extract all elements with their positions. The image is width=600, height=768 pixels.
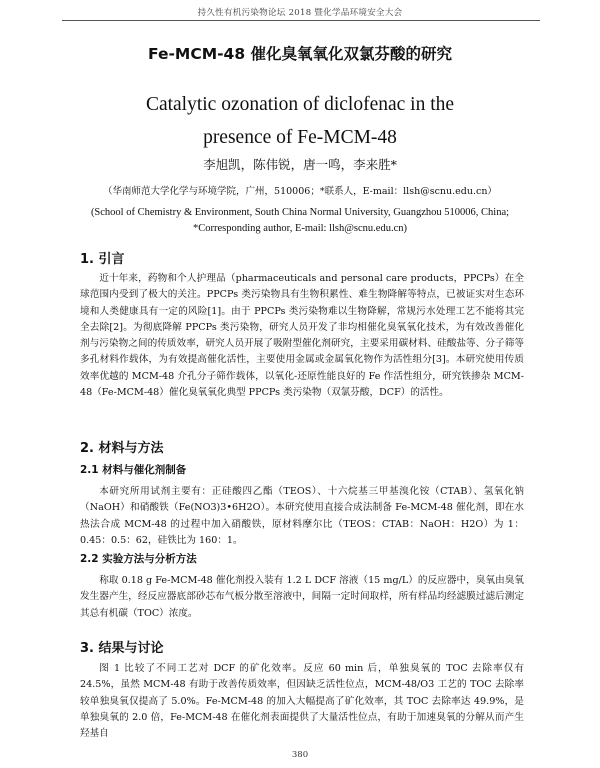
title-english: Catalytic ozonation of diclofenac in the presence of Fe-MCM-48 (145, 94, 455, 148)
subsection-heading-2-1: 2.1 材料与催化剂制备 (80, 464, 187, 476)
affiliation-english (50, 205, 550, 237)
title-chinese: Fe-MCM-48 催化臭氧氧化双氯芬酸的研究 (147, 45, 453, 63)
paragraph-methods: 称取 0.18 g Fe-MCM-48 催化剂投入装有 1.2 L DCF 溶液（15 mg/L）的反应器中，臭氧由臭氧发生器产生，经反应器底部砂芯布气板分散至溶液中，间隔一定时间取样，所有样品均经滤膜过滤后测定其总有机碳（TOC）浓度。 (80, 575, 524, 619)
section-heading-introduction: 1. 引言 (80, 252, 125, 267)
running-head: 持久性有机污染物论坛 2018 暨化学品环境安全大会 (197, 8, 403, 18)
affiliation-english-line-1: (School of Chemistry & Environment, South China Normal University, Guangzhou 510006, China; (90, 207, 510, 218)
author-list: 李旭凯，陈伟锐，唐一鸣，李来胜* (203, 157, 397, 172)
subsection-heading-2-2: 2.2 实验方法与分析方法 (80, 553, 197, 565)
paragraph-results: 图 1 比较了不同工艺对 DCF 的矿化效率。反应 60 min 后，单独臭氧的 TOC 去除率仅有 24.5%，虽然 MCM-48 有助于改善传质效率，但因缺乏活性位点，MCM-48/O3 工艺的 TOC 去除率较单独臭氧仅提高了 5.0%。Fe-MCM-48 的加入大幅提高了矿化效率，其 TOC 去除率达 49.9%，是单独臭氧的 2.0 倍，Fe-MCM-48 在催化剂表面提供了大量活性位点，有助于加速臭氧的分解从而产生羟基自 (80, 663, 524, 740)
section-heading-methods: 2. 材料与方法 (80, 441, 164, 456)
paragraph-materials: 本研究所用试剂主要有：正硅酸四乙酯（TEOS）、十六烷基三甲基溴化铵（CTAB）、氢氧化钠（NaOH）和硝酸铁（Fe(NO3)3•6H2O）。本研究使用直接合成法制备 Fe-MCM-48 催化剂，即在水热法合成 MCM-48 的过程中加入硝酸铁，原材料摩尔比（TEOS：CTAB：NaOH：H2O）为 1：0.45：0.5：62，硅铁比为 160：1。 (80, 486, 524, 546)
affiliation-english-line-2: *Corresponding author, E-mail: llsh@scnu.edu.cn) (193, 223, 407, 234)
paragraph-introduction: 近十年来，药物和个人护理品（pharmaceuticals and personal care products，PPCPs）在全球范围内受到了极大的关注。PPCPs 类污染物具有生物积累性、难生物降解等特点，已被证实对生态环境和人类健康具有一定的风险[1]。由于 PPCPs 类污染物难以生物降解，常规污水处理工艺不能将其完全去除[2]。为彻底降解 PPCPs 类污染物，研究人员开发了非均相催化臭氧氧化技术，为有效改善催化剂与污染物之间的传质效率，研究人员开展了吸附型催化剂研究，主要采用碳材料、硅酸盐等、分子筛等多孔材料作载体，为有效提高催化活性，主要使用金属或金属氧化物作为活性组分[3]。本研究使用传质效率优越的 MCM-48 介孔分子筛作载体，以氧化-还原性能良好的 Fe 作活性组分，研究铁掺杂 MCM-48（Fe-MCM-48）催化臭氧氧化典型 PPCPs 类污染物（双氯芬酸，DCF）的活性。 (80, 273, 524, 399)
header-rule (62, 20, 540, 21)
affiliation-chinese: （华南师范大学化学与环境学院，广州，510006；*联系人，E-mail：llsh@scnu.edu.cn） (103, 186, 497, 197)
section-heading-results: 3. 结果与讨论 (80, 641, 164, 656)
page-number: 380 (291, 750, 309, 760)
